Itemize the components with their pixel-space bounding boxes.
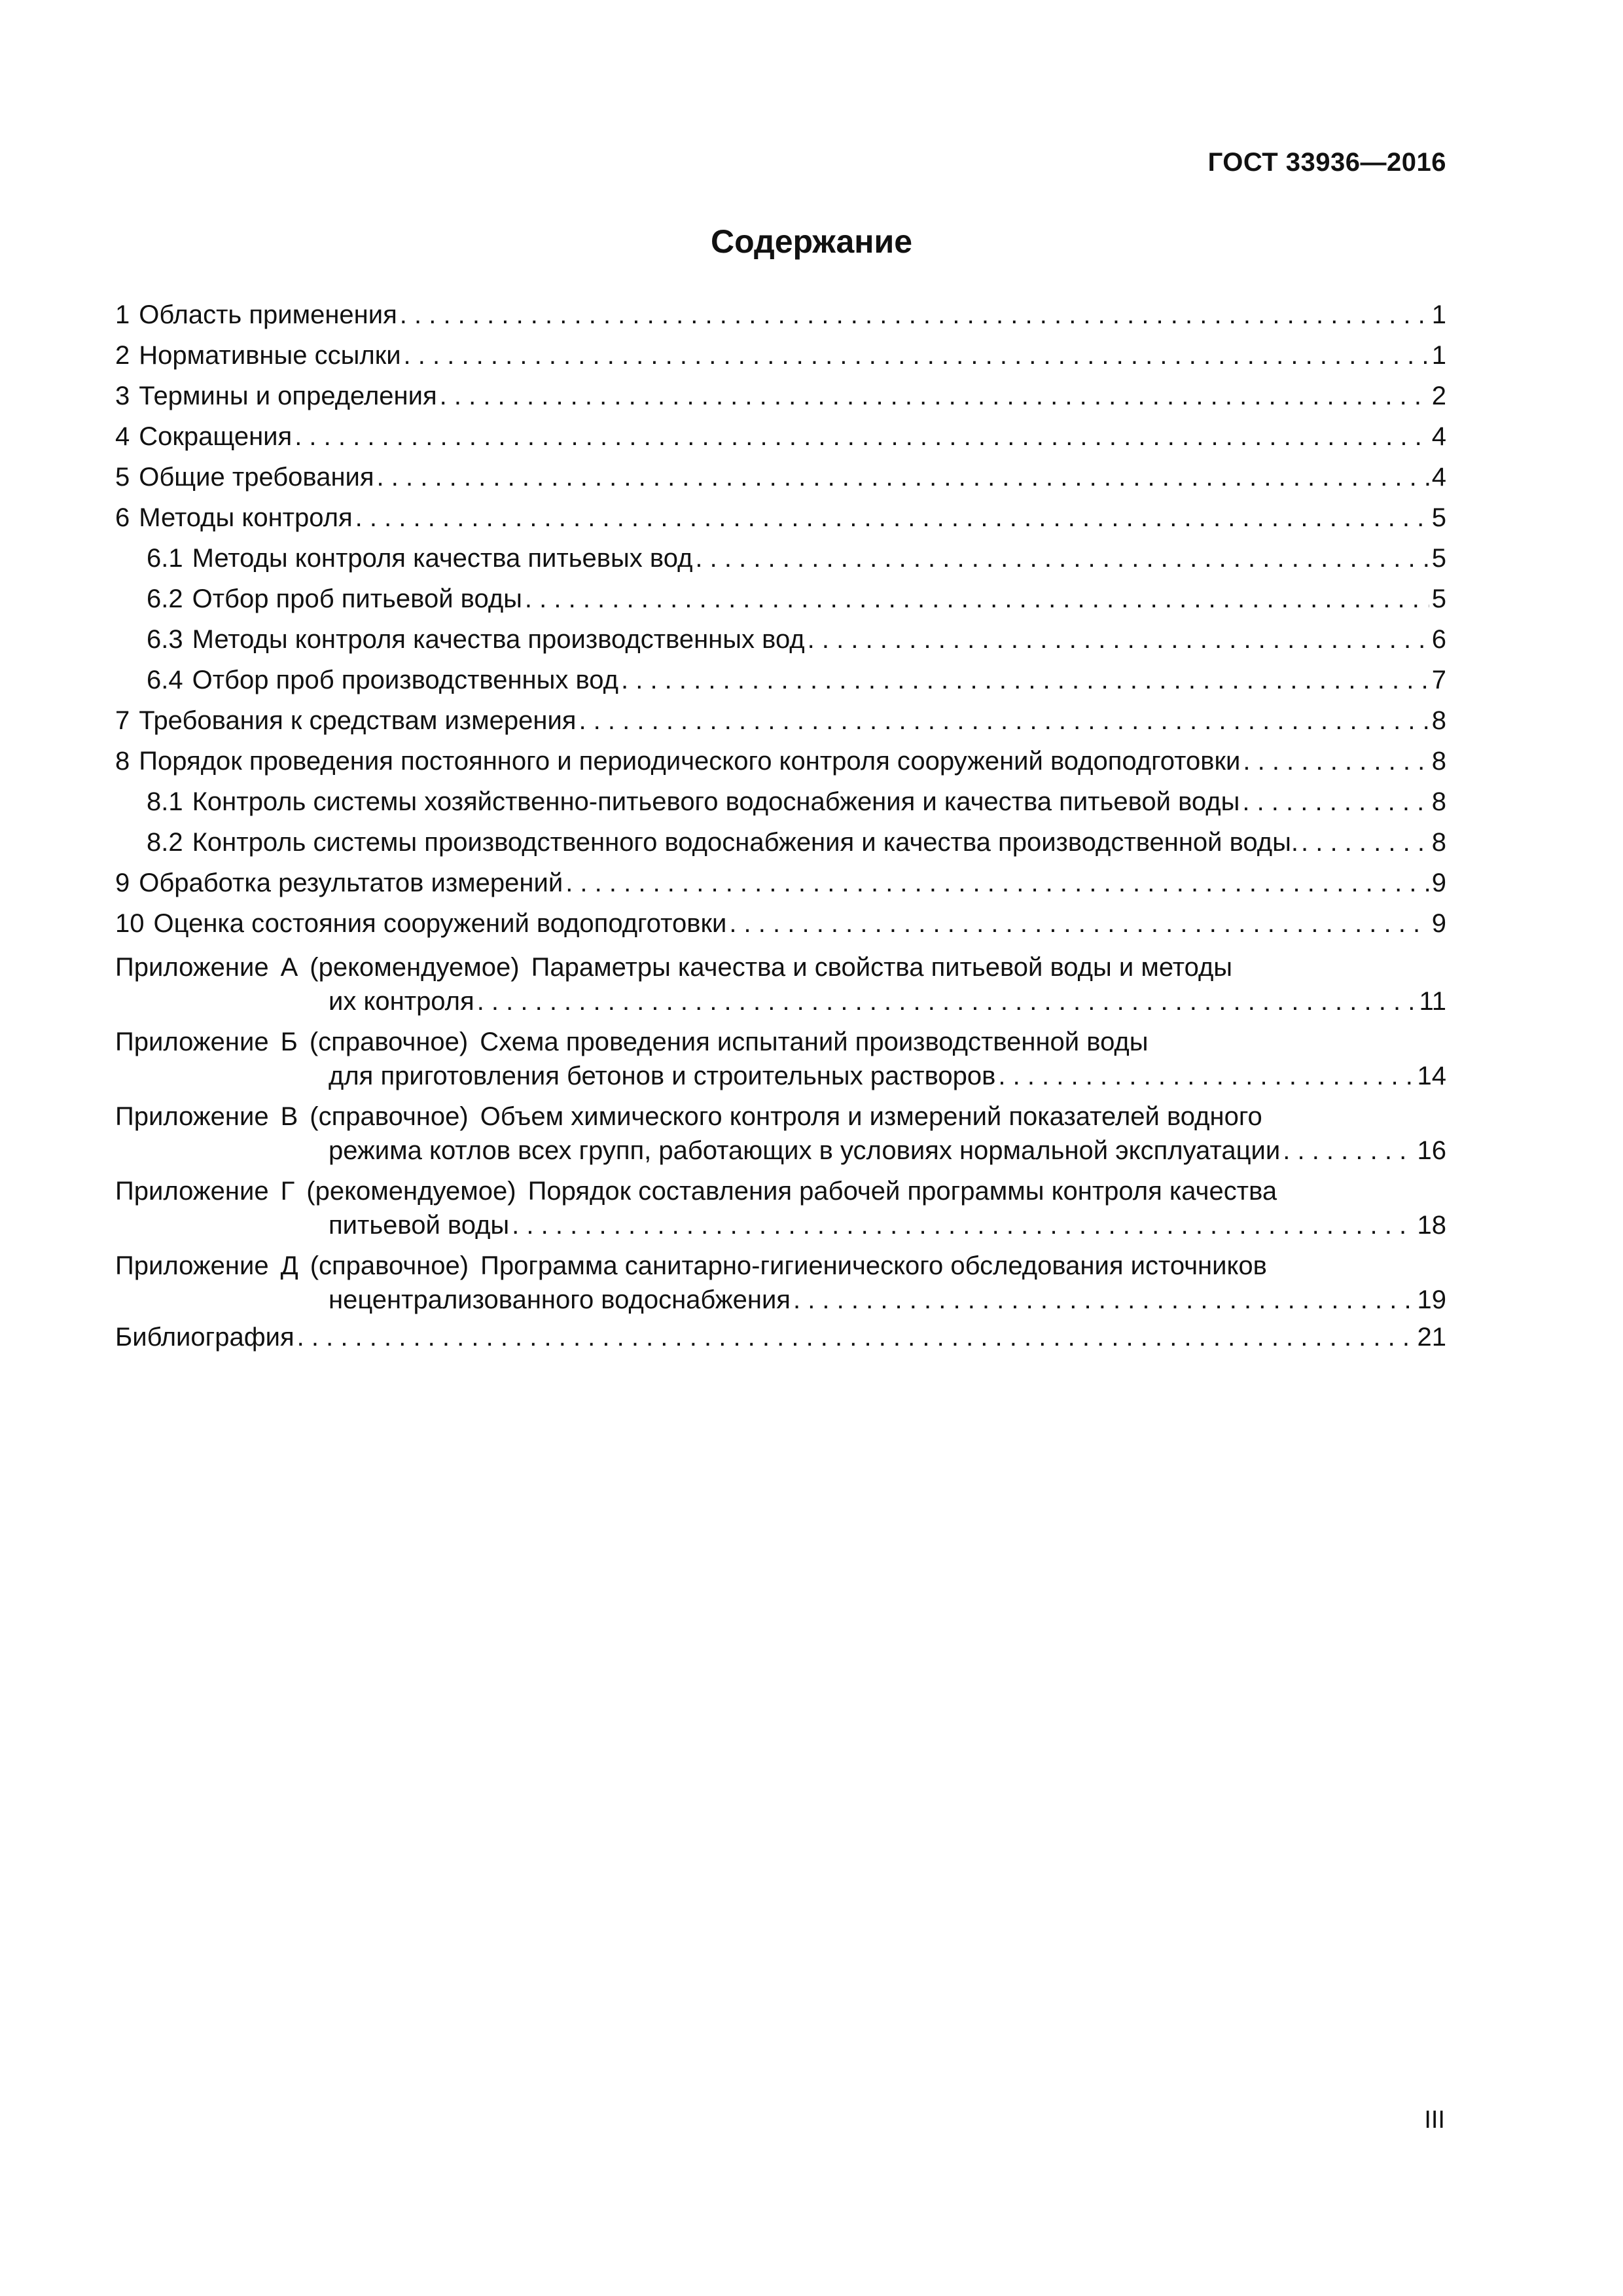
- toc-entry[interactable]: [115, 457, 1446, 497]
- toc-entry-page: 8: [1431, 787, 1446, 816]
- appendix-label: Приложение Г (рекомендуемое): [115, 1177, 516, 1206]
- dot-leader: [1301, 822, 1429, 863]
- appendix-entry-v-continued[interactable]: [115, 1134, 1446, 1168]
- toc-entry-title: Порядок проведения постоянного и периодического контроля сооружений водоподготовки: [139, 747, 1241, 776]
- page-number: III: [1424, 2106, 1445, 2134]
- toc-entry-number: 9: [115, 869, 130, 897]
- dot-leader: [1242, 781, 1429, 822]
- toc-entry[interactable]: [115, 497, 1446, 538]
- dot-leader: [377, 457, 1429, 497]
- table-of-contents: [115, 295, 1446, 1357]
- appendix-page: 18: [1417, 1211, 1446, 1240]
- appendix-entry-g-continued[interactable]: [115, 1208, 1446, 1242]
- toc-entry-number: 8.2: [147, 828, 183, 857]
- dot-leader: [1243, 741, 1429, 781]
- appendix-entry-v[interactable]: [115, 1100, 1446, 1134]
- appendix-title-line2: питьевой воды: [329, 1211, 510, 1240]
- appendix-entry-d-continued[interactable]: [115, 1283, 1446, 1317]
- standard-designation: ГОСТ 33936—2016: [1207, 148, 1446, 177]
- appendix-page: 16: [1417, 1136, 1446, 1165]
- appendix-label: Приложение Д (справочное): [115, 1251, 469, 1280]
- toc-entry-number: 7: [115, 706, 130, 735]
- appendix-entry-b-continued[interactable]: [115, 1059, 1446, 1093]
- toc-entry-title: Отбор проб производственных вод: [192, 666, 618, 694]
- toc-entry-number: 6: [115, 503, 130, 532]
- appendix-title-line1: Параметры качества и свойства питьевой воды и методы: [531, 953, 1233, 982]
- toc-entry[interactable]: [115, 295, 1446, 335]
- toc-subentry[interactable]: [115, 822, 1446, 863]
- toc-subentry[interactable]: [115, 660, 1446, 700]
- toc-entry-page: 6: [1431, 625, 1446, 654]
- toc-entry-title: Область применения: [139, 300, 397, 329]
- toc-entry-title: Общие требования: [139, 463, 374, 492]
- appendix-entry-g[interactable]: [115, 1174, 1446, 1208]
- dot-leader: [621, 660, 1429, 700]
- toc-entry-title: Сокращения: [139, 422, 293, 451]
- toc-entry-page: 4: [1431, 463, 1446, 492]
- toc-title: Содержание: [710, 223, 913, 260]
- appendix-page: 14: [1417, 1062, 1446, 1090]
- dot-leader: [297, 1317, 1415, 1357]
- appendix-title-line2: их контроля: [329, 987, 474, 1016]
- toc-entry-title: Нормативные ссылки: [139, 341, 401, 370]
- toc-entry[interactable]: [115, 741, 1446, 781]
- toc-entry-title: Термины и определения: [139, 382, 437, 410]
- dot-leader: [477, 984, 1417, 1018]
- appendix-title-line1: Порядок составления рабочей программы контроля качества: [527, 1177, 1277, 1206]
- dot-leader: [565, 863, 1429, 903]
- toc-entry[interactable]: [115, 700, 1446, 741]
- appendix-title-line2: режима котлов всех групп, работающих в условиях нормальной эксплуатации: [329, 1136, 1281, 1165]
- toc-entry-title: Методы контроля качества производственных вод: [192, 625, 805, 654]
- toc-entry-title: Обработка результатов измерений: [139, 869, 563, 897]
- appendix-entry-a[interactable]: [115, 950, 1446, 984]
- toc-entry-page: 9: [1431, 869, 1446, 897]
- dot-leader: [400, 295, 1429, 335]
- toc-entry-number: 2: [115, 341, 130, 370]
- toc-entry-number: 8.1: [147, 787, 183, 816]
- toc-entry[interactable]: [115, 376, 1446, 416]
- toc-entry-page: 8: [1431, 706, 1446, 735]
- appendix-entry-d[interactable]: [115, 1249, 1446, 1283]
- toc-subentry[interactable]: [115, 538, 1446, 579]
- toc-entry-title: Контроль системы хозяйственно-питьевого водоснабжения и качества питьевой воды: [192, 787, 1240, 816]
- bibliography-entry[interactable]: [115, 1317, 1446, 1357]
- toc-entry-number: 5: [115, 463, 130, 492]
- appendix-title-line1: Объем химического контроля и измерений показателей водного: [480, 1102, 1262, 1131]
- toc-entry-number: 8: [115, 747, 130, 776]
- appendix-title-line1: Схема проведения испытаний производственной воды: [480, 1028, 1149, 1056]
- toc-entry-page: 8: [1431, 828, 1446, 857]
- toc-entry-page: 7: [1431, 666, 1446, 694]
- dot-leader: [512, 1208, 1414, 1242]
- dot-leader: [808, 619, 1429, 660]
- dot-leader: [525, 579, 1429, 619]
- appendix-title-line2: нецентрализованного водоснабжения: [329, 1285, 791, 1314]
- toc-entry-title: Контроль системы производственного водоснабжения и качества производственной воды.: [192, 828, 1298, 857]
- dot-leader: [579, 700, 1429, 741]
- dot-leader: [294, 416, 1429, 457]
- toc-entry-number: 6.2: [147, 584, 183, 613]
- appendix-label: Приложение А (рекомендуемое): [115, 953, 520, 982]
- dot-leader: [355, 497, 1429, 538]
- dot-leader: [729, 903, 1429, 944]
- appendix-label: Приложение В (справочное): [115, 1102, 469, 1131]
- dot-leader: [1283, 1134, 1414, 1168]
- appendix-entry-b[interactable]: [115, 1025, 1446, 1059]
- toc-entry-page: 4: [1431, 422, 1446, 451]
- dot-leader: [695, 538, 1429, 579]
- toc-entry-page: 1: [1431, 300, 1446, 329]
- toc-entry-page: 2: [1431, 382, 1446, 410]
- toc-entry-page: 1: [1431, 341, 1446, 370]
- toc-entry-number: 1: [115, 300, 130, 329]
- dot-leader: [998, 1059, 1414, 1093]
- toc-entry-page: 8: [1431, 747, 1446, 776]
- toc-entry[interactable]: [115, 903, 1446, 944]
- toc-entry-page: 5: [1431, 544, 1446, 573]
- toc-entry[interactable]: [115, 863, 1446, 903]
- bibliography-title: Библиография: [115, 1323, 294, 1352]
- toc-entry-number: 3: [115, 382, 130, 410]
- toc-entry[interactable]: [115, 335, 1446, 376]
- toc-entry[interactable]: [115, 416, 1446, 457]
- toc-entry-number: 6.4: [147, 666, 183, 694]
- toc-entry-title: Отбор проб питьевой воды: [192, 584, 522, 613]
- toc-subentry[interactable]: [115, 781, 1446, 822]
- toc-entry-page: 9: [1431, 909, 1446, 938]
- appendix-page: 11: [1419, 987, 1446, 1016]
- toc-entry-title: Методы контроля: [139, 503, 353, 532]
- appendix-entry-a-continued[interactable]: [115, 984, 1446, 1018]
- toc-entry-page: 5: [1431, 503, 1446, 532]
- toc-subentry[interactable]: [115, 619, 1446, 660]
- toc-entry-title: Оценка состояния сооружений водоподготовки: [153, 909, 727, 938]
- toc-entry-page: 5: [1431, 584, 1446, 613]
- bibliography-page: 21: [1417, 1323, 1446, 1352]
- dot-leader: [440, 376, 1429, 416]
- toc-entry-number: 4: [115, 422, 130, 451]
- toc-entry-title: Требования к средствам измерения: [139, 706, 577, 735]
- appendix-title-line1: Программа санитарно-гигиенического обследования источников: [480, 1251, 1267, 1280]
- toc-entry-number: 6.1: [147, 544, 183, 573]
- toc-entry-number: 10: [115, 909, 145, 938]
- appendix-label: Приложение Б (справочное): [115, 1028, 469, 1056]
- toc-subentry[interactable]: [115, 579, 1446, 619]
- dot-leader: [793, 1283, 1415, 1317]
- appendix-page: 19: [1417, 1285, 1446, 1314]
- toc-entry-title: Методы контроля качества питьевых вод: [192, 544, 693, 573]
- dot-leader: [404, 335, 1429, 376]
- appendix-title-line2: для приготовления бетонов и строительных растворов: [329, 1062, 996, 1090]
- toc-entry-number: 6.3: [147, 625, 183, 654]
